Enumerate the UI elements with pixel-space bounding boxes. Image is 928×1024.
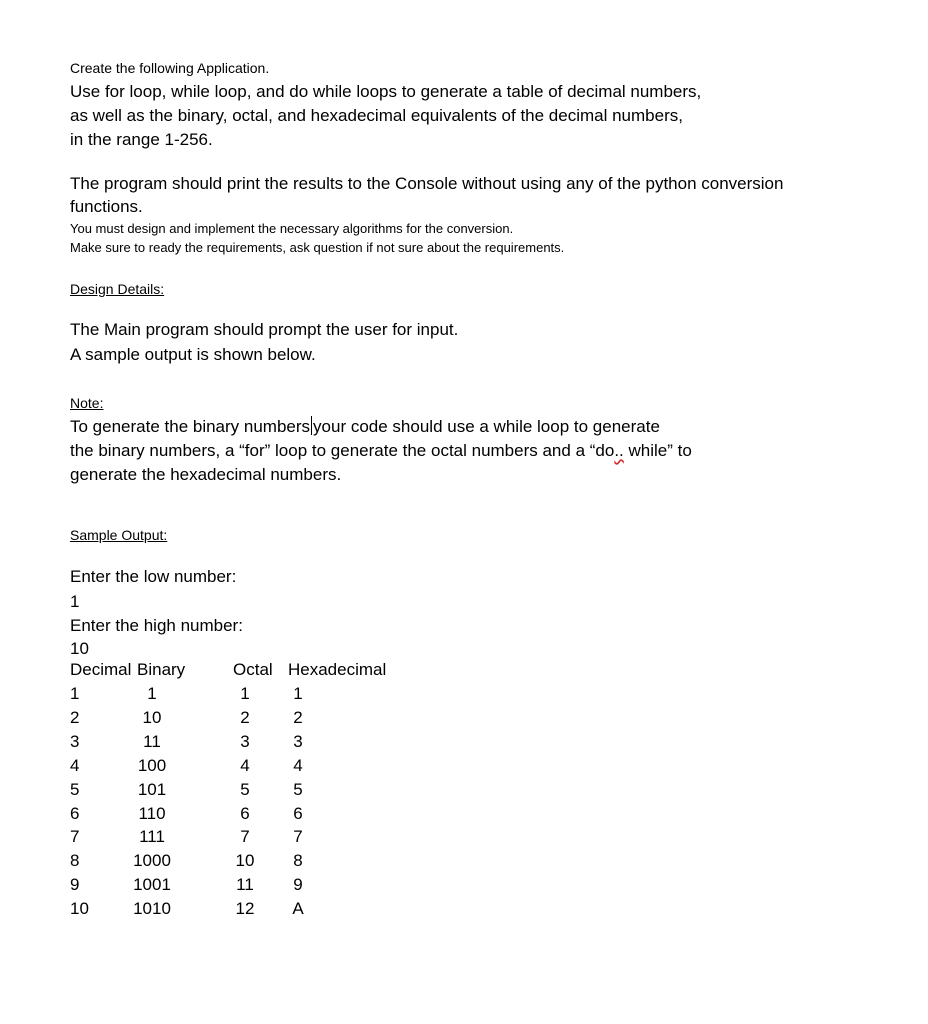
row-binary: 1001 <box>133 875 171 895</box>
row-octal: 11 <box>236 875 254 895</box>
row-binary: 11 <box>143 731 161 751</box>
row-binary: 1010 <box>133 899 171 919</box>
design-heading: Design Details: <box>70 281 165 297</box>
row-hexadecimal: 4 <box>293 755 303 775</box>
header-hexadecimal: Hexadecimal <box>288 660 387 679</box>
prompt-low: Enter the low number: <box>70 567 237 586</box>
sample-heading: Sample Output: <box>70 527 168 543</box>
intro-line-1: Use for loop, while loop, and do while loops to generate a table of decimal numbers, <box>70 82 702 101</box>
row-binary: 10 <box>142 707 162 727</box>
row-decimal: 3 <box>70 731 80 751</box>
row-binary: 1 <box>147 684 157 703</box>
row-hexadecimal: 8 <box>293 851 303 871</box>
row-octal: 6 <box>240 803 250 823</box>
row-decimal: 8 <box>70 851 80 871</box>
row-octal: 5 <box>240 779 250 799</box>
prompt-high: Enter the high number: <box>70 616 243 635</box>
note-line-2-part-a: the binary numbers, a “for” loop to generate the octal numbers and a “do <box>70 441 615 460</box>
requirements-line-2: functions. <box>70 197 143 216</box>
row-decimal: 5 <box>70 779 80 799</box>
design-line-1: The Main program should prompt the user for input. <box>70 320 459 339</box>
high-value: 10 <box>70 639 89 658</box>
row-octal: 4 <box>240 755 250 775</box>
row-hexadecimal: 9 <box>293 875 303 895</box>
intro-line-2: as well as the binary, octal, and hexadecimal equivalents of the decimal numbers, <box>70 106 683 125</box>
spelling-flag: .. <box>614 441 624 460</box>
row-octal: 10 <box>235 851 255 871</box>
row-hexadecimal: 7 <box>293 827 303 847</box>
intro-title: Create the following Application. <box>70 60 270 76</box>
requirements-line-1: The program should print the results to the Console without using any of the python conversion <box>70 174 784 193</box>
row-octal: 1 <box>240 684 250 703</box>
row-binary: 1000 <box>133 851 171 871</box>
note-line-1-part-b: your code should use a while loop to generate <box>313 417 660 436</box>
row-hexadecimal: 6 <box>293 803 303 823</box>
intro-line-3: in the range 1-256. <box>70 130 213 149</box>
row-binary: 100 <box>137 755 167 775</box>
header-decimal: Decimal <box>70 660 132 679</box>
design-line-2: A sample output is shown below. <box>70 345 316 364</box>
row-octal: 12 <box>235 899 255 919</box>
row-hexadecimal: 1 <box>293 684 303 703</box>
note-line-1 <box>70 416 660 437</box>
requirements-small-line-1: You must design and implement the necessary algorithms for the conversion. <box>70 221 514 236</box>
note-line-1-part-a: To generate the binary numbers <box>70 417 311 436</box>
header-binary: Binary <box>137 660 186 679</box>
row-octal: 2 <box>240 707 250 727</box>
row-decimal: 10 <box>70 899 89 919</box>
text-cursor <box>311 416 312 435</box>
row-binary: 101 <box>137 779 167 799</box>
header-octal: Octal <box>233 660 273 679</box>
row-hexadecimal: 5 <box>293 779 303 799</box>
row-binary: 110 <box>138 803 166 823</box>
row-decimal: 6 <box>70 803 80 823</box>
row-decimal: 4 <box>70 755 80 775</box>
row-decimal: 7 <box>70 827 80 847</box>
note-line-2 <box>70 441 692 461</box>
row-decimal: 2 <box>70 707 80 727</box>
row-decimal: 1 <box>70 684 80 703</box>
note-line-3: generate the hexadecimal numbers. <box>70 465 342 484</box>
row-decimal: 9 <box>70 875 80 895</box>
note-heading: Note: <box>70 395 104 411</box>
row-hexadecimal: 2 <box>293 707 303 727</box>
row-binary: 111 <box>139 827 165 847</box>
row-octal: 7 <box>240 827 250 847</box>
row-hexadecimal: 3 <box>293 731 303 751</box>
row-hexadecimal: A <box>292 899 304 919</box>
low-value: 1 <box>70 592 80 611</box>
note-line-2-part-c: while” to <box>623 441 692 460</box>
requirements-small-line-2: Make sure to ready the requirements, ask question if not sure about the requirements. <box>70 240 565 255</box>
row-octal: 3 <box>240 731 250 751</box>
